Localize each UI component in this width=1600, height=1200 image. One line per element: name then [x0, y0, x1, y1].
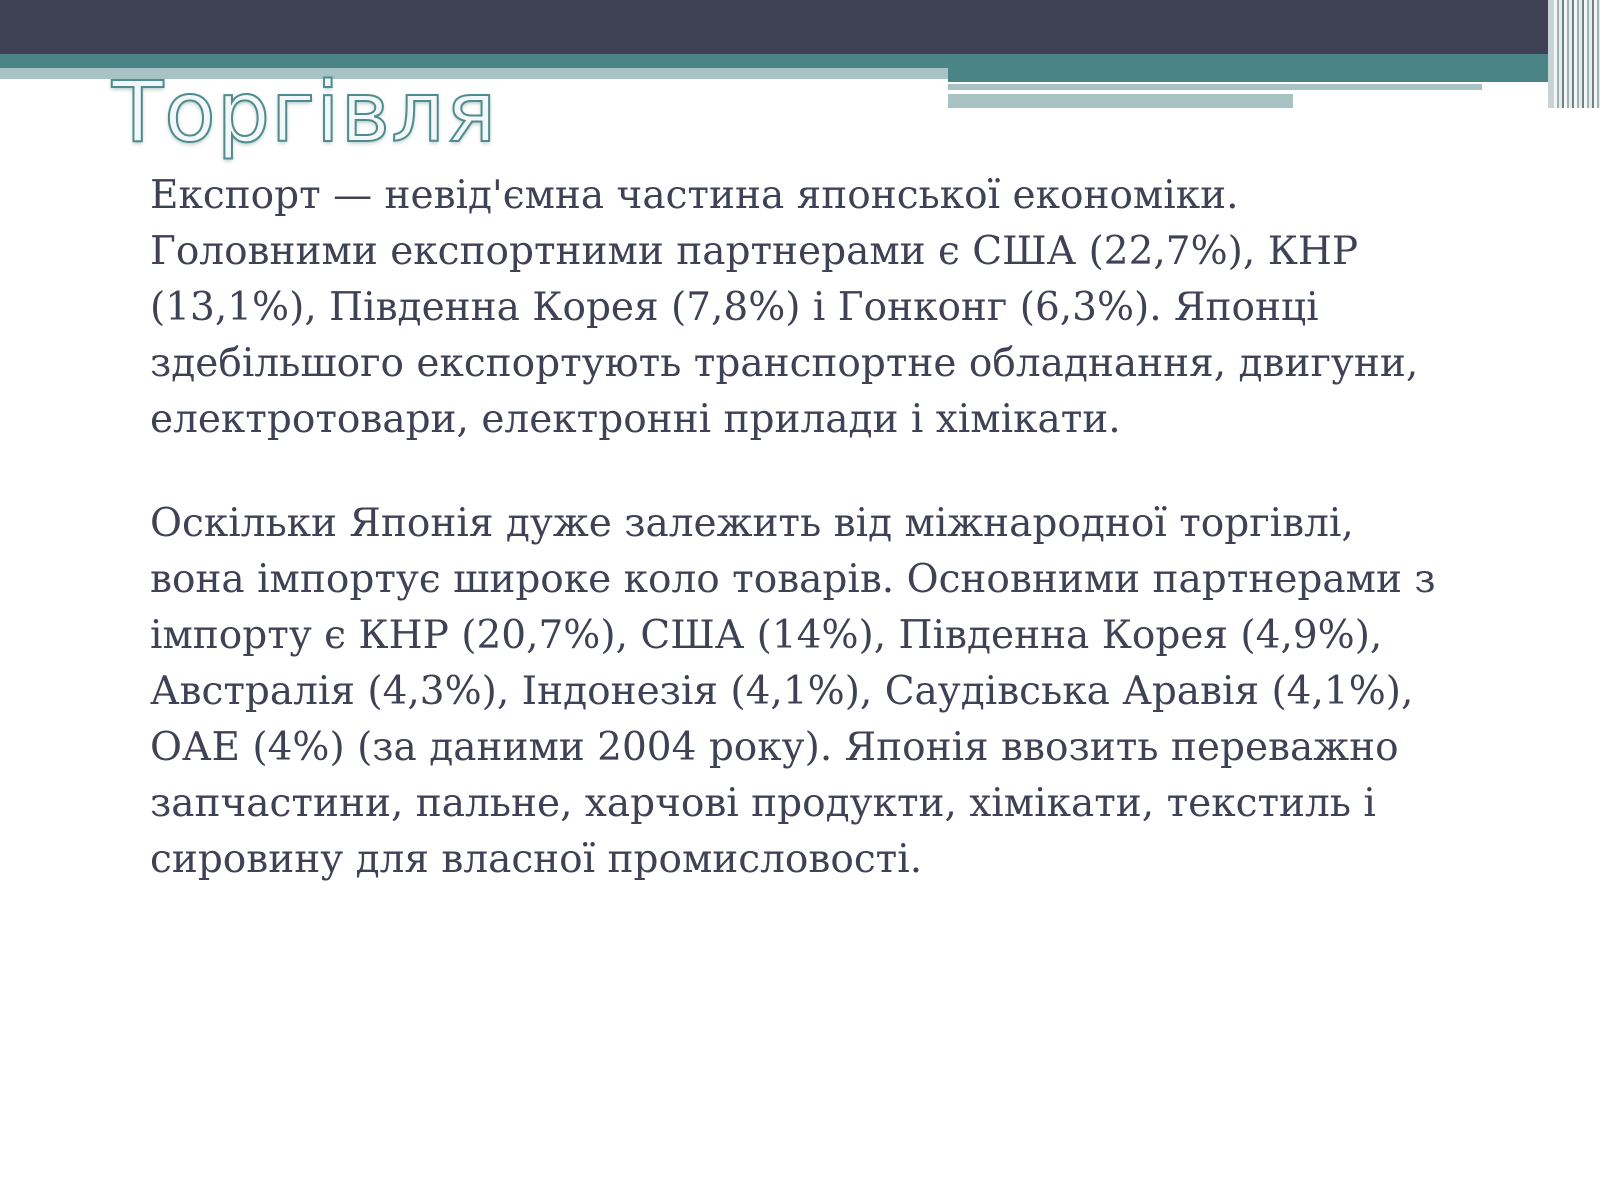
slide-title: Торгівля [112, 63, 498, 161]
header-band-right-thin [948, 84, 1482, 90]
header-band-dark [0, 0, 1600, 54]
header-band-right [948, 68, 1548, 82]
slide-body [150, 168, 1460, 888]
export-paragraph: Експорт — невід'ємна частина японської економіки. Головними експортними партнерами є США (22,7%), КНР (13,1%), Південна Корея (7,8%) і Гонконг (6,3%). Японці здебільшого експортують транспортне обладнання, двигуни, електротовари, електронні прилади і хімікати. [150, 173, 1419, 442]
header-stripes [1554, 0, 1600, 108]
import-paragraph: Оскільки Японія дуже залежить від міжнародної торгівлі, вона імпортує широке коло товарів. Основними партнерами з імпорту є КНР (20,7%), США (14%), Південна Корея (4,9%), Австралія (4,3%), Індонезія (4,1%), Саудівська Аравія (4,1%), ОАЕ (4%) (за даними 2004 року). Японія ввозить переважно запчастини, пальне, харчові продукти, хімікати, текстиль і сировину для власної промисловості. [150, 501, 1436, 882]
header-band-right-lower [948, 94, 1293, 108]
